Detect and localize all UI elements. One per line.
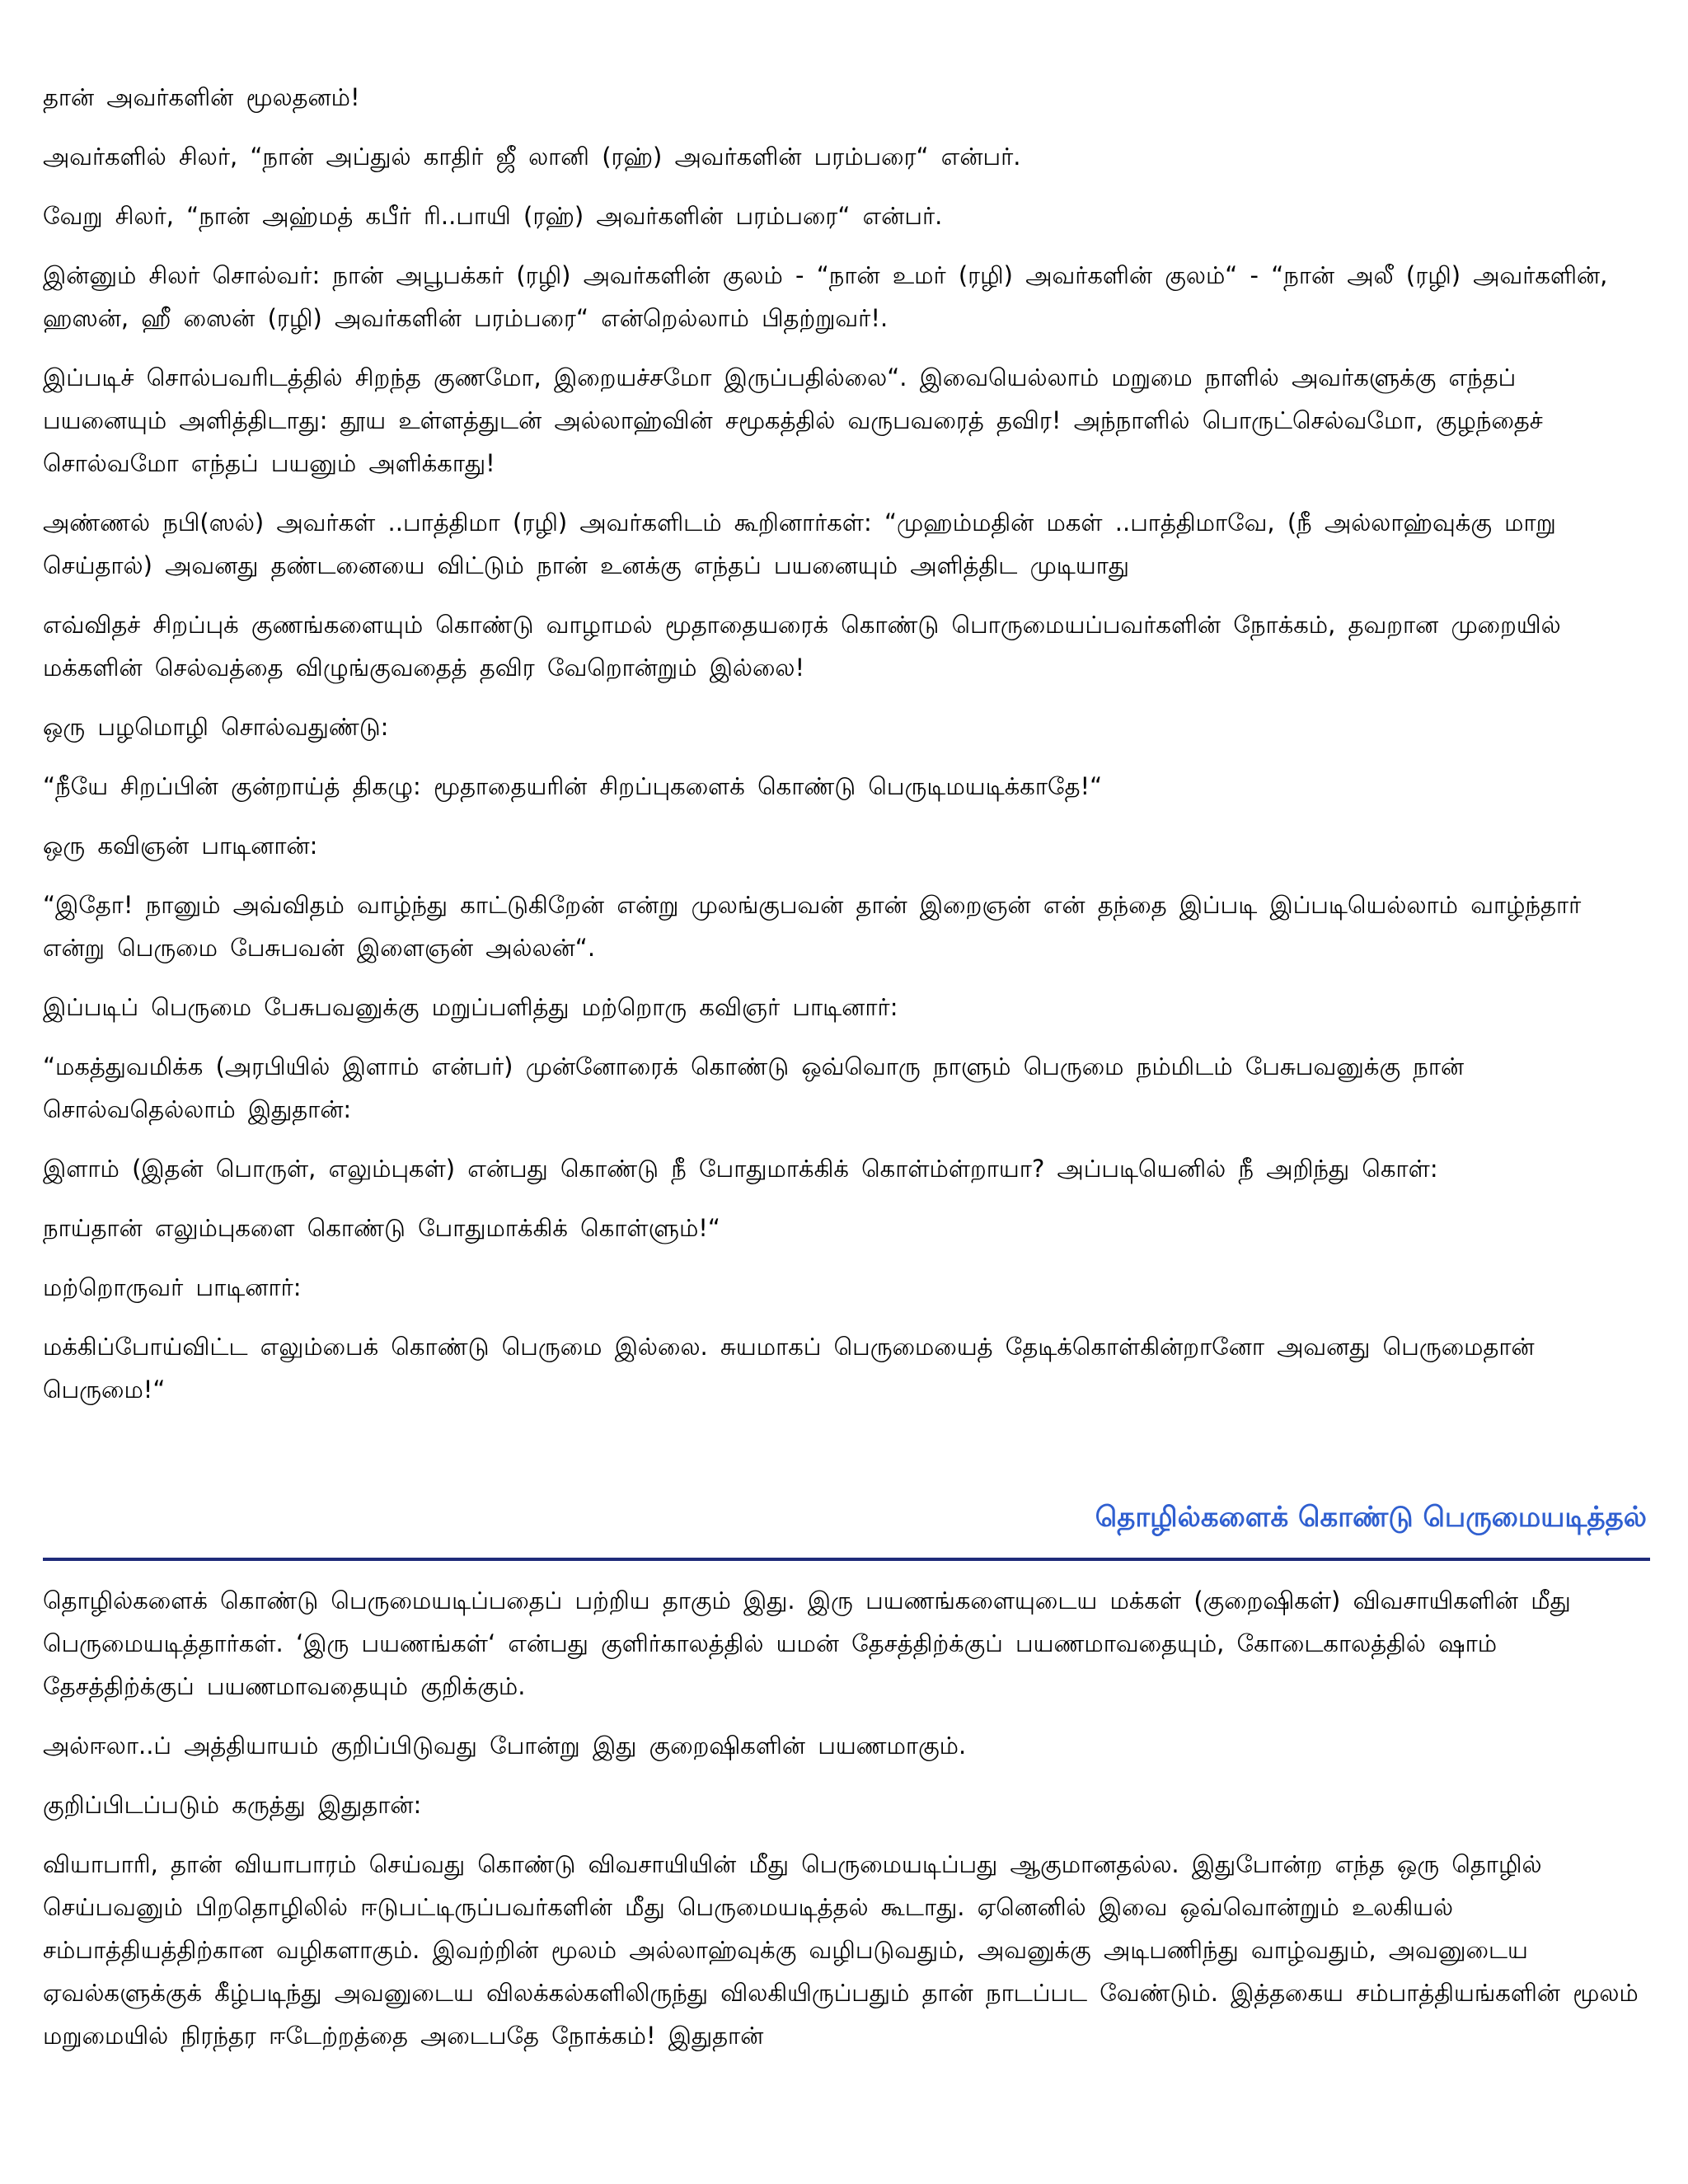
paragraph: அவர்களில் சிலர், “நான் அப்துல் காதிர் ஜீ லானி (ரஹ்) அவர்களின் பரம்பரை“ என்பர். — [43, 143, 1021, 171]
section-body — [43, 1579, 1650, 2057]
paragraph: ஒரு பழமொழி சொல்வதுண்டு: — [43, 713, 389, 741]
paragraph: நாய்தான் எலும்புகளை கொண்டு போதுமாக்கிக் கொள்ளும்!“ — [43, 1214, 720, 1242]
section-divider — [43, 1558, 1650, 1561]
paragraph: குறிப்பிடப்படும் கருத்து இதுதான்: — [43, 1791, 422, 1819]
body-text-top — [43, 76, 1650, 1411]
quote-paragraph: “இதோ! நானும் அவ்விதம் வாழ்ந்து காட்டுகிறேன் என்று முலங்குபவன் தான் இறைஞன் என் தந்தை இப்படி இப்படியெல்லாம் வாழ்ந்தார் என்று பெருமை பேசுபவன் இளைஞன் அல்லன்“. — [43, 891, 1582, 962]
paragraph: இளாம் (இதன் பொருள், எலும்புகள்) என்பது கொண்டு நீ போதுமாக்கிக் கொள்ம்ள்றாயா? அப்படியெனில் நீ அறிந்து கொள்: — [43, 1155, 1438, 1183]
document-page — [43, 76, 1650, 2074]
quote-paragraph: “நீயே சிறப்பின் குன்றாய்த் திகழு: மூதாதையரின் சிறப்புகளைக் கொண்டு பெருடிமயடிக்காதே!“ — [43, 772, 1103, 800]
paragraph: வியாபாரி, தான் வியாபாரம் செய்வது கொண்டு விவசாயியின் மீது பெருமையடிப்பது ஆகுமானதல்ல. இதுபோன்ற எந்த ஒரு தொழில் செய்பவனும் பிறதொழிலில் ஈடுபட்டிருப்பவர்களின் மீது பெருமையடித்தல் கூடாது. ஏனெனில் இவை ஒவ்வொன்றும் உலகியல் சம்பாத்தியத்திற்கான வழிகளாகும். இவற்றின் மூலம் அல்லாஹ்வுக்கு வழிபடுவதும், அவனுக்கு அடிபணிந்து வாழ்வதும், அவனுடைய ஏவல்களுக்குக் கீழ்படிந்து அவனுடைய விலக்கல்களிலிருந்து விலகியிருப்பதும் தான் நாடப்பட வேண்டும். இத்தகைய சம்பாத்தியங்களின் மூலம் மறுமையில் நிரந்தர ஈடேற்றத்தை அடைபதே நோக்கம்! இதுதான் — [43, 1850, 1639, 2050]
paragraph: மக்கிப்போய்விட்ட எலும்பைக் கொண்டு பெருமை இல்லை. சுயமாகப் பெருமையைத் தேடிக்கொள்கின்றானோ அவனது பெருமைதான் பெருமை!“ — [43, 1333, 1535, 1404]
paragraph: இப்படிச் சொல்பவரிடத்தில் சிறந்த குணமோ, இறையச்சமோ இருப்பதில்லை“. இவையெல்லாம் மறுமை நாளில் அவர்களுக்கு எந்தப் பயனையும் அளித்திடாது: தூய உள்ளத்துடன் அல்லாஹ்வின் சமூகத்தில் வருபவரைத் தவிர! அந்நாளில் பொருட்செல்வமோ, குழந்தைச் சொல்வமோ எந்தப் பயனும் அளிக்காது! — [43, 363, 1543, 477]
paragraph: ஒரு கவிஞன் பாடினான்: — [43, 832, 318, 860]
paragraph: தான் அவர்களின் மூலதனம்! — [43, 83, 360, 111]
paragraph: அல்ஈலா..ப் அத்தியாயம் குறிப்பிடுவது போன்று இது குறைஷிகளின் பயணமாகும். — [43, 1732, 967, 1760]
paragraph: இப்படிப் பெருமை பேசுபவனுக்கு மறுப்பளித்து மற்றொரு கவிஞர் பாடினார்: — [43, 993, 898, 1021]
paragraph: தொழில்களைக் கொண்டு பெருமையடிப்பதைப் பற்றிய தாகும் இது. இரு பயணங்களையுடைய மக்கள் (குறைஷிகள்) விவசாயிகளின் மீது பெருமையடித்தார்கள். ‘இரு பயணங்கள்‘ என்பது குளிர்காலத்தில் யமன் தேசத்திற்க்குப் பயணமாவதையும், கோடைகாலத்தில் ஷாம் தேசத்திற்க்குப் பயணமாவதையும் குறிக்கும். — [43, 1586, 1571, 1700]
paragraph: இன்னும் சிலர் சொல்வர்: நான் அபூபக்கர் (ரழி) அவர்களின் குலம் - “நான் உமர் (ரழி) அவர்களின் குலம்“ - “நான் அலீ (ரழி) அவர்களின், ஹஸன், ஹீ ஸைன் (ரழி) அவர்களின் பரம்பரை“ என்றெல்லாம் பிதற்றுவர்!. — [43, 261, 1608, 332]
paragraph: அண்ணல் நபி(ஸல்) அவர்கள் ..பாத்திமா (ரழி) அவர்களிடம் கூறினார்கள்: “முஹம்மதின் மகள் ..பாத்திமாவே, (நீ அல்லாஹ்வுக்கு மாறு செய்தால்) அவனது தண்டனையை விட்டும் நான் உனக்கு எந்தப் பயனையும் அளித்திட முடியாது — [43, 509, 1556, 579]
paragraph: எவ்விதச் சிறப்புக் குணங்களையும் கொண்டு வாழாமல் மூதாதையரைக் கொண்டு பொருமையப்பவர்களின் நோக்கம், தவறான முறையில் மக்களின் செல்வத்தை விழுங்குவதைத் தவிர வேறொன்றும் இல்லை! — [43, 611, 1561, 682]
section-heading: தொழில்களைக் கொண்டு பெருமையடித்தல் — [1095, 1501, 1647, 1534]
paragraph: வேறு சிலர், “நான் அஹ்மத் கபீர் ரி..பாயி (ரஹ்) அவர்களின் பரம்பரை“ என்பர். — [43, 202, 943, 230]
paragraph: மற்றொருவர் பாடினார்: — [43, 1273, 302, 1301]
quote-paragraph: “மகத்துவமிக்க (அரபியில் இளாம் என்பர்) முன்னோரைக் கொண்டு ஒவ்வொரு நாளும் பெருமை நம்மிடம் பேசுபவனுக்கு நான் சொல்வதெல்லாம் இதுதான்: — [43, 1052, 1465, 1123]
section-spacer — [43, 1427, 1650, 1497]
